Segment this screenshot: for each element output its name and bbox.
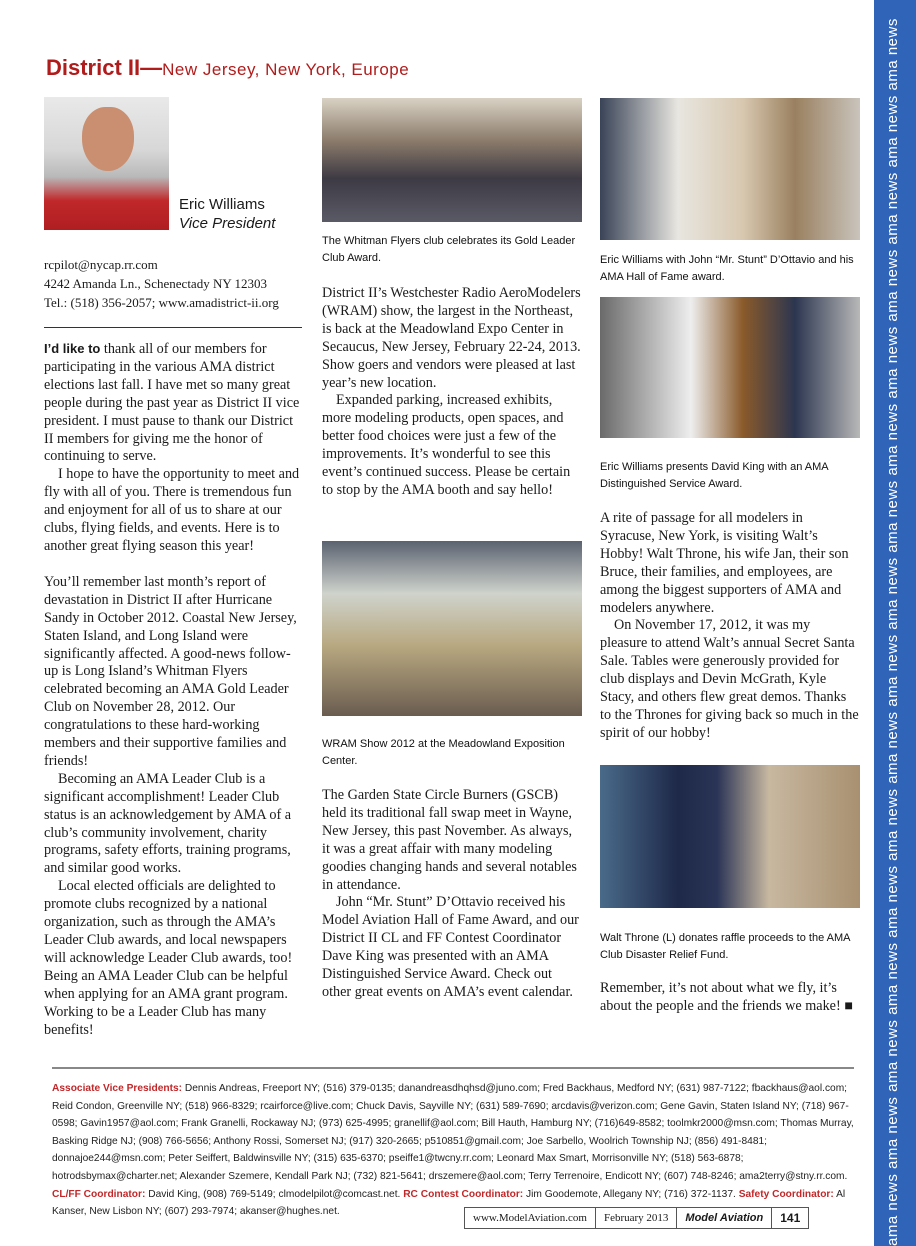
rc-text: Jim Goodemote, Allegany NY; (716) 372-1137. xyxy=(526,1188,736,1200)
col2-p1: District II’s Westchester Radio AeroModelers (WRAM) show, the largest in the Northeast, is back at the Meadowland Expo Center in Secaucus, New Jersey, February 22-24, 2013. Show goers and vendors were pleased at last year’s new location. xyxy=(322,285,581,391)
rc-label: RC Contest Coordinator: xyxy=(403,1188,524,1200)
page-footer xyxy=(464,1207,809,1229)
hall-of-fame-caption: Eric Williams with John “Mr. Stunt” D’Ottavio and his AMA Hall of Fame award. xyxy=(600,254,854,283)
whitman-flyers-photo xyxy=(322,98,582,222)
footer-website[interactable]: www.ModelAviation.com xyxy=(465,1208,596,1228)
walt-throne-caption: Walt Throne (L) donates raffle proceeds to the AMA Club Disaster Relief Fund. xyxy=(600,932,850,961)
wram-show-photo xyxy=(322,541,582,716)
hall-of-fame-photo xyxy=(600,98,860,240)
clff-text: David King, (908) 769-5149; clmodelpilot@comcast.net. xyxy=(148,1188,401,1200)
page-title xyxy=(46,55,409,81)
associates-divider xyxy=(52,1067,854,1069)
associate-vps xyxy=(52,1080,854,1221)
vp-phone-web: Tel.: (518) 356-2057; www.amadistrict-ii.org xyxy=(44,295,279,310)
col2-p4: John “Mr. Stunt” D’Ottavio received his Model Aviation Hall of Fame Award, and our District II CL and FF Contest Coordinator Dave King was presented with an AMA Distinguished Service Award. Check out other great events on AMA’s event calendar. xyxy=(322,894,579,1000)
safety-label: Safety Coordinator: xyxy=(738,1188,834,1200)
whitman-caption: The Whitman Flyers club celebrates its Gold Leader Club Award. xyxy=(322,235,576,264)
column-3-top xyxy=(600,510,860,743)
column-2-top xyxy=(322,285,582,500)
footer-magazine: Model Aviation xyxy=(677,1208,772,1228)
footer-issue: February 2013 xyxy=(596,1208,677,1228)
col1-p3: You’ll remember last month’s report of devastation in District II after Hurricane Sandy in October 2012. Coastal New Jersey, Staten Island, and Long Island were significantly affected. A good-news follow-up is Long Island’s Whitman Flyers celebrated becoming an AMA Gold Leader Club on November 28, 2012. Our congratulations to these hard-working members and their supportive families and friends! xyxy=(44,573,297,769)
distinguished-service-photo xyxy=(600,297,860,438)
wram-caption: WRAM Show 2012 at the Meadowland Exposition Center. xyxy=(322,738,565,767)
vp-email[interactable]: rcpilot@nycap.rr.com xyxy=(44,257,158,272)
lead-words: I’d like to xyxy=(44,341,101,356)
vp-name: Eric Williams xyxy=(179,196,265,213)
col3-p1: A rite of passage for all modelers in Syracuse, New York, is visiting Walt’s Hobby! Walt Throne, his wife Jan, their son Bruce, their families, and employees, are among the biggest supporters of AMA and modelers anywhere. xyxy=(600,510,849,616)
vp-address: 4242 Amanda Ln., Schenectady NY 12303 xyxy=(44,276,267,291)
column-2-bottom xyxy=(322,787,582,1002)
divider xyxy=(44,327,302,328)
col1-p1: thank all of our members for participating in the various AMA district elections last fall. I have met so many great people during the past year as District II vice president. I must pause to thank our District II members for giving me the honor of continuing to serve. xyxy=(44,341,300,465)
vp-name-block xyxy=(179,195,275,233)
walt-throne-photo xyxy=(600,765,860,908)
avp-label: Associate Vice Presidents: xyxy=(52,1083,183,1094)
district-regions: New Jersey, New York, Europe xyxy=(162,60,410,79)
col1-p4: Becoming an AMA Leader Club is a significant accomplishment! Leader Club status is an acknowledgement by AMA of a club’s community involvement, charity programs, safety efforts, training programs, and similar good works. xyxy=(44,770,292,877)
col2-p2: Expanded parking, increased exhibits, more modeling products, open spaces, and better food choices were just a few of the improvements. It’s wonderful to see this event’s continued success. Please be certain to stop by the AMA booth and say hello! xyxy=(322,392,571,498)
column-1 xyxy=(44,340,302,1039)
col3-p3: Remember, it’s not about what we fly, it’s about the people and the friends we make! xyxy=(600,980,841,1014)
safety-text: Al Kanser, New Lisbon NY; (607) 293-7974; akanser@hughes.net. xyxy=(52,1188,846,1218)
side-news-band xyxy=(874,0,916,1246)
col2-p3: The Garden State Circle Burners (GSCB) held its traditional fall swap meet in Wayne, New Jersey, this past November. As always, it was a great affair with many modeling goodies changing hands and several notables in attendance. xyxy=(322,787,577,893)
column-3-bottom xyxy=(600,980,860,1016)
side-band-text: ama news ama news ama news ama news ama news ama news ama news ama news ama news ama news ama news ama news ama news ama news ama news ama news xyxy=(884,18,901,1246)
end-mark-icon: ■ xyxy=(844,997,853,1014)
col1-p5: Local elected officials are delighted to promote clubs recognized by a national organization, such as through the AMA’s Leader Club awards, and local newspapers will acknowledge Leader Club awards, too! Being an AMA Leader Club can be helpful when applying for an AMA grant program. Working to be a Leader Club has many benefits! xyxy=(44,878,293,1038)
district-label: District II— xyxy=(46,55,163,80)
avp-text: Dennis Andreas, Freeport NY; (516) 379-0135; danandreasdhqhsd@juno.com; Fred Backhaus, Medford NY; (631) 987-7122; fbackhaus@aol.com; Reid Condon, Greenville NY; (518) 966-8329; rcairforce@live.com; Chuck Davis, Sayville NY; (631) 589-7690; arcdavis@verizon.com; Gene Gavin, Staten Island NY; (718) 967-0598; Gavin1957@aol.com; Frank Granelli, Rockaway NJ; (973) 625-4995; granellif@aol.com; Bill Hauth, Hamburg NY; (716)649-8582; toolmkr2000@msn.com; Thomas Murray, Basking Ridge NJ; (908) 766-5656; Anthony Rossi, Somerset NJ; (917) 320-2665; p510851@gmail.com; Joe Sarbello, Woolrich Township NJ; (856) 491-8481; donnajoe244@msn.com; Peter Seiffert, Baldwinsville NY; (315) 635-6370; pseiffe1@twcny.rr.com; Leonard Max Smart, Morrisonville NY; (518) 563-6878; hotrodsbymax@charter.net; Alexander Szemere, Kendall Park NJ; (732) 821-5641; drszemere@aol.com; Terry Terrenoire, Endicott NY; (607) 748-8246; ama2terry@stny.rr.com. xyxy=(52,1083,854,1182)
distinguished-service-caption: Eric Williams presents David King with an AMA Distinguished Service Award. xyxy=(600,461,829,490)
clff-label: CL/FF Coordinator: xyxy=(52,1188,146,1200)
vp-headshot-photo xyxy=(44,97,169,230)
col3-p2: On November 17, 2012, it was my pleasure to attend Walt’s annual Secret Santa Sale. Tables were generously provided for club displays and Devin McGrath, Kyle Stacy, and others flew great demos. Thanks to the Thrones for giving back so much in the spirit of our hobby! xyxy=(600,617,859,741)
vp-role: Vice President xyxy=(179,215,276,232)
vp-contact xyxy=(44,255,279,312)
footer-page-number: 141 xyxy=(780,1211,801,1225)
col1-p2: I hope to have the opportunity to meet and fly with all of you. There is tremendous fun and enjoyment for all of us to share at our clubs, flying fields, and events. Here is to another great flying season this year! xyxy=(44,466,300,554)
